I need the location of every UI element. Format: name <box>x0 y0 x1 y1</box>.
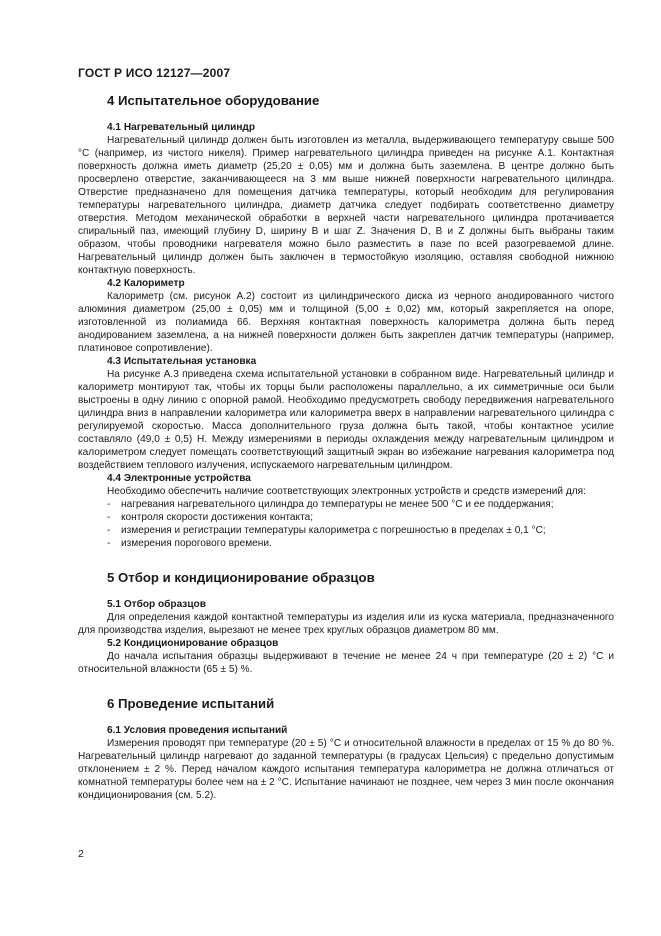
subsection-4-4-text: Необходимо обеспечить наличие соответствующих электронных устройств и средств измерений для: <box>107 486 586 497</box>
subsection-5-2-text: До начала испытания образцы выдерживают в течение не менее 24 ч при температуре (20 ± 2) °С и относительной влажности (65 ± 5) %. <box>78 651 614 675</box>
subsection-4-4-title: 4.4 Электронные устройства <box>107 473 251 484</box>
list-item: - контроля скорости достижения контакта; <box>107 512 313 523</box>
section-6-title: 6 Проведение испытаний <box>107 696 275 711</box>
section-4-title: 4 Испытательное оборудование <box>107 93 320 108</box>
subsection-4-2-text: Калориметр (см. рисунок А.2) состоит из цилиндрического диска из черного анодированного чистого алюминия диаметром (25,00 ± 0,05) мм и толщиной (5,00 ± 0,02) мм, который закрепляется на опоре, изготовленной из полиамида 66. Верхняя контактная поверхность калориметра должна быть перед анодированием заземлена, а на нижней поверхности должен быть закреплен датчик температуры (например, платиновое сопротивление). <box>78 291 614 354</box>
subsection-6-1-text: Измерения проводят при температуре (20 ± 5) °С и относительной влажности в пределах от 15 % до 80 %. Нагревательный цилиндр нагревают до заданной температуры (в градусах Цельсия) с предельно допустимым отклонением ± 2 %. Перед началом каждого испытания температура калориметра не должна отличаться от комнатной температуры более чем на ± 2 °С. Испытание начинают не позднее, чем через 3 мин после окончания кондиционирования (см. 5.2). <box>78 738 614 801</box>
subsection-4-3-text: На рисунке А.3 приведена схема испытательной установки в собранном виде. Нагревательный цилиндр и калориметр монтируют так, чтобы их торцы были расположены параллельно, а их симметричные оси были выстроены в одну линию с опорной рамой. Необходимо предусмотреть свободу передвижения нагревательного цилиндра вниз в направлении калориметра или калориметра вверх в направлении нагревательного цилиндра с регулируемой скоростью. Масса дополнительного груза должна быть такой, чтобы контактное усилие составляло (49,0 ± 0,5) Н. Между измерениями в периоды охлаждения между нагревательным цилиндром и калориметром следует помещать соответствующий защитный экран во избежание нагревания калориметра под воздействием теплового излучения, испускаемого нагревательным цилиндром. <box>78 369 614 471</box>
subsection-5-1-text: Для определения каждой контактной температуры из изделия или из куска материала, предназначенного для производства изделия, вырезают не менее трех круглых образцов диаметром 80 мм. <box>78 612 614 636</box>
document-body <box>78 92 614 802</box>
page-number: 2 <box>78 848 84 860</box>
list-item-text: контроля скорости достижения контакта; <box>121 512 313 523</box>
list-item-text: измерения порогового времени. <box>121 538 272 549</box>
subsection-4-3-title: 4.3 Испытательная установка <box>107 356 257 367</box>
subsection-4-2-title: 4.2 Калориметр <box>107 278 185 289</box>
subsection-4-1-title: 4.1 Нагревательный цилиндр <box>107 122 256 133</box>
subsection-6-1-title: 6.1 Условия проведения испытаний <box>107 725 288 736</box>
list-item: - измерения порогового времени. <box>107 538 272 549</box>
device-list <box>78 498 614 550</box>
list-item: - измерения и регистрации температуры калориметра с погрешностью в пределах ± 0,1 °С; <box>107 525 546 536</box>
list-item-text: измерения и регистрации температуры калориметра с погрешностью в пределах ± 0,1 °С; <box>121 525 546 536</box>
subsection-4-1-text: Нагревательный цилиндр должен быть изготовлен из металла, выдерживающего температуру свыше 500 °С (например, из чистого никеля). Пример нагревательного цилиндра приведен на рисунке А.1. Контактная поверхность должна иметь диаметр (25,20 ± 0,05) мм и должна быть заземлена. В центре должно быть просверлено отверстие, заканчивающееся на 3 мм выше нижней поверхности нагревательного цилиндра. Отверстие предназначено для помещения датчика температуры, который необходим для регулирования температуры нагревательного цилиндра, диаметр датчика следует подбирать соответственно диаметру отверстия. Методом механической обработки в верхней части нагревательного цилиндра протачивается спиральный паз, имеющий глубину D, ширину B и шаг Z. Значения D, B и Z должны быть выбраны таким образом, чтобы проводники нагревателя можно было разместить в пазе по всей разогреваемой длине. Нагревательный цилиндр должен быть заключен в термостойкую изоляцию, оставляя свободной нижнюю контактную поверхность. <box>78 135 614 276</box>
standard-header: ГОСТ Р ИСО 12127—2007 <box>78 66 231 80</box>
subsection-5-2-title: 5.2 Кондиционирование образцов <box>107 638 279 649</box>
list-item: - нагревания нагревательного цилиндра до температуры не менее 500 °С и ее поддержания; <box>107 499 554 510</box>
list-item-text: нагревания нагревательного цилиндра до температуры не менее 500 °С и ее поддержания; <box>121 499 554 510</box>
section-5-title: 5 Отбор и кондиционирование образцов <box>107 570 375 585</box>
subsection-5-1-title: 5.1 Отбор образцов <box>107 599 206 610</box>
